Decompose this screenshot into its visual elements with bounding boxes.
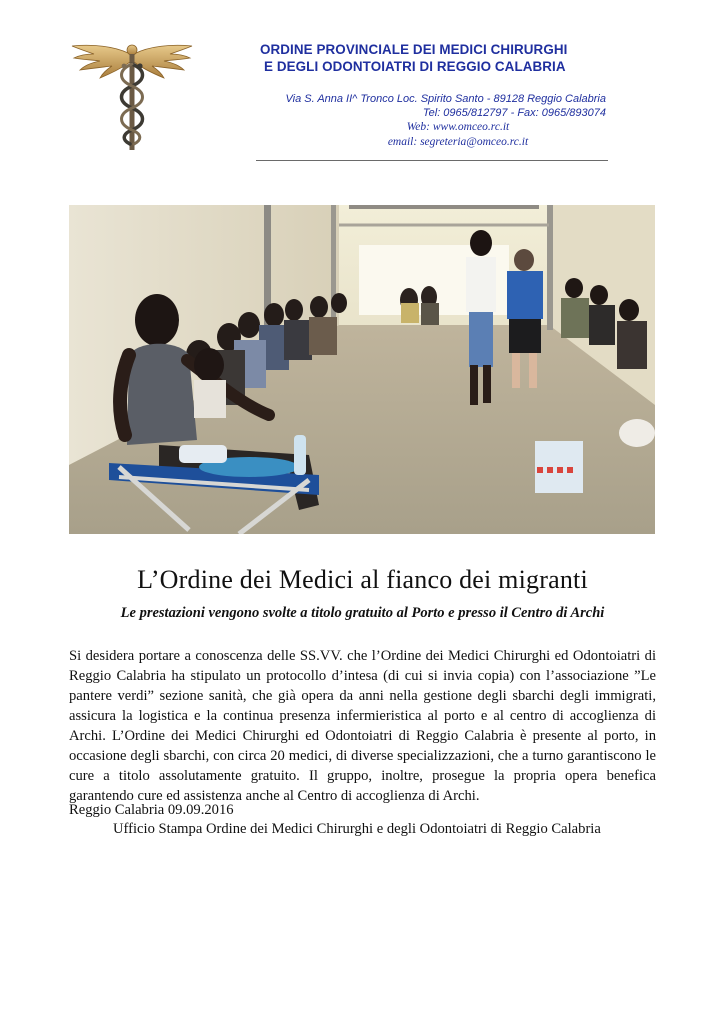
caduceus-logo [70,40,194,154]
article-headline: L’Ordine dei Medici al fianco dei migranti [137,565,588,594]
article-subheadline: Le prestazioni vengono svolte a titolo gratuito al Porto e presso il Centro di Archi [120,605,605,621]
org-name-line2: E DEGLI ODONTOIATRI DI REGGIO CALABRIA [264,59,566,74]
press-office-signature: Ufficio Stampa Ordine dei Medici Chirurghi e degli Odontoiatri di Reggio Calabria [113,821,601,837]
web-line: Web: www.omceo.rc.it [406,121,510,134]
email-line: email: segreteria@omceo.rc.it [387,135,529,148]
address-line: Via S. Anna II^ Tronco Loc. Spirito Santo - 89128 Reggio Calabria [285,93,606,105]
migrants-tent-photo [69,205,655,534]
article-date: Reggio Calabria 09.09.2016 [69,802,234,818]
article-body: Si desidera portare a conoscenza delle SS.VV. che l’Ordine dei Medici Chirurghi ed Odontoiatri di Reggio Calabria ha stipulato un protocollo d’intesa (di cui si invia copia) con l’associazione ”Le pantere verdi” sezione sanità, che già opera da anni nella gestione degli sbarchi degli immigrati, assicura la logistica e la continua presenza infermieristica al porto e al centro di accoglienza di Archi. L’Ordine dei Medici Chirurghi ed Odontoiatri di Reggio Calabria è presente al porto, in occasione degli sbarchi, con circa 20 medici, di diverse specializzazioni, che a turno garantiscono le cure a titolo assolutamente gratuito. Il gruppo, inoltre, prosegue la propria opera benefica garantendo cure ed assistenza anche al Centro di accoglienza di Archi. [69,648,656,804]
phone-fax-line: Tel: 0965/812797 - Fax: 0965/893074 [422,107,606,120]
letterhead-divider [256,160,608,161]
org-name-line1: ORDINE PROVINCIALE DEI MEDICI CHIRURGHI [260,42,568,57]
letterhead-title [260,41,620,75]
letterhead-contact [250,92,606,149]
